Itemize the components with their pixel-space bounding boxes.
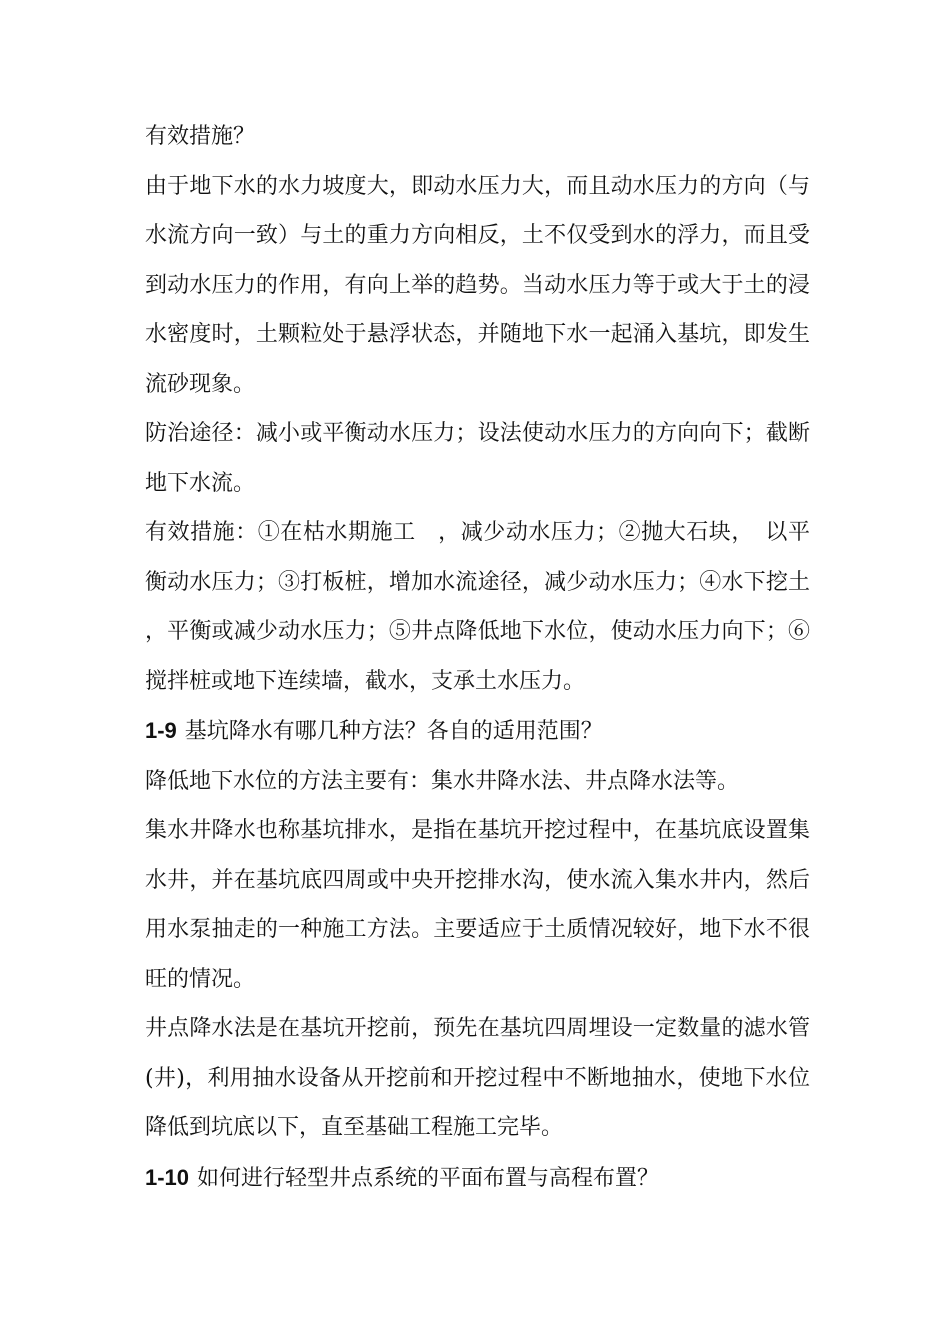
- paragraph-dewatering-methods: 降低地下水位的方法主要有：集水井降水法、井点降水法等。: [145, 768, 740, 794]
- paragraph-sump-dewatering: 集水井降水也称基坑排水，是指在基坑开挖过程中，在基坑底设置集水井，并在基坑底四周或中央开挖排水沟，使水流入集水井内，然后用水泵抽走的一种施工方法。主要适应于土质情况较好，地下水不很旺的情况。: [145, 818, 810, 992]
- paragraph-prevention-approach: 防治途径：减小或平衡动水压力；设法使动水压力的方向向下；截断地下水流。: [145, 421, 810, 496]
- question-text: 基坑降水有哪几种方法？各自的适用范围？: [184, 719, 603, 744]
- document-body: [145, 112, 810, 1203]
- paragraph-intro-question: 有效措施？: [145, 124, 256, 149]
- paragraph-quicksand-cause: 由于地下水的水力坡度大，即动水压力大，而且动水压力的方向（与水流方向一致）与土的重力方向相反，土不仅受到水的浮力，而且受到动水压力的作用，有向上举的趋势。当动水压力等于或大于土的浸水密度时，土颗粒处于悬浮状态，并随地下水一起涌入基坑，即发生流砂现象。: [145, 173, 810, 397]
- question-heading-1-9: [145, 706, 810, 757]
- question-number: 1-9: [145, 718, 177, 743]
- paragraph-effective-measures: 有效措施：①在枯水期施工 ，减少动水压力；②抛大石块， 以平衡动水压力；③打板桩，增加水流途径，减少动水压力；④水下挖土 ，平衡或减少动水压力；⑤井点降低地下水位，使动水压力向下；⑥搅拌桩或地下连续墙，截水，支承土水压力。: [145, 520, 810, 694]
- paragraph-wellpoint-dewatering: 井点降水法是在基坑开挖前，预先在基坑四周埋设一定数量的滤水管(井)，利用抽水设备从开挖前和开挖过程中不断地抽水，使地下水位降低到坑底以下，直至基础工程施工完毕。: [145, 1016, 810, 1140]
- question-heading-1-10: [145, 1153, 810, 1204]
- question-number: 1-10: [145, 1164, 190, 1190]
- question-text: 如何进行轻型井点系统的平面布置与高程布置？: [197, 1165, 660, 1191]
